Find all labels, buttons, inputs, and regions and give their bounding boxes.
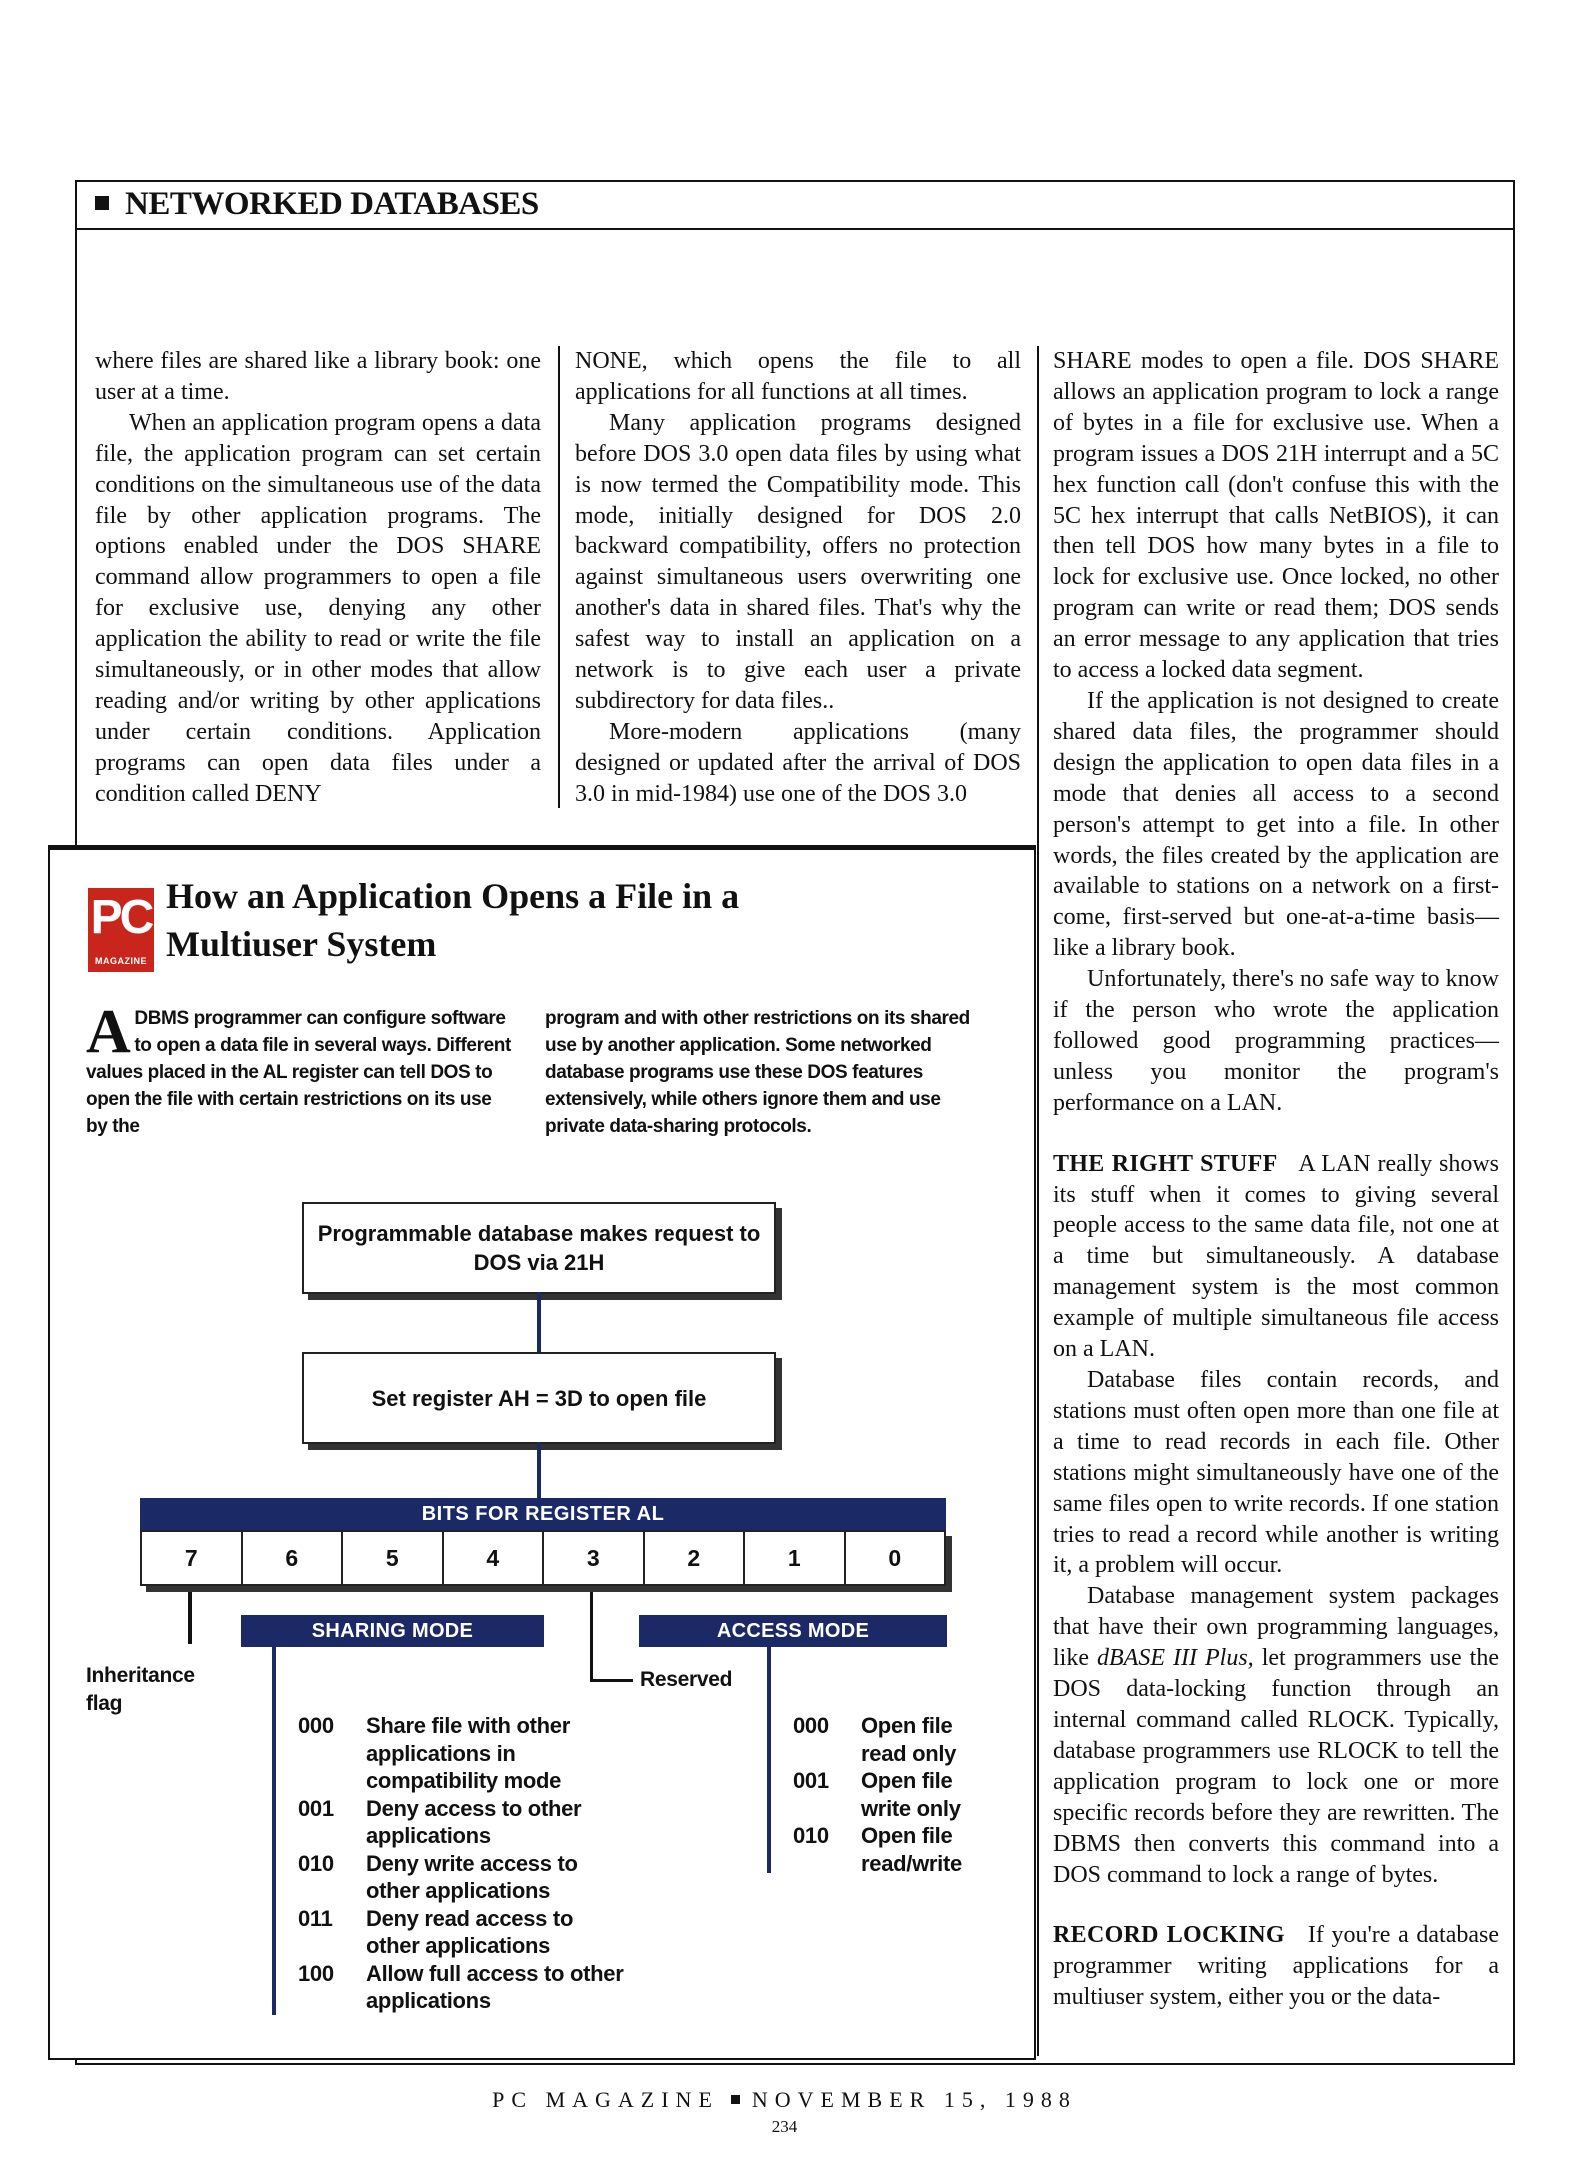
bit-cell: 3: [544, 1532, 645, 1584]
article-column-1: [95, 346, 541, 810]
flow-connector: [537, 1292, 541, 1352]
sharing-mode-line: [272, 1647, 276, 2015]
mode-desc: Allow full access to other applications: [366, 1960, 624, 2013]
mode-desc: Open file read only: [861, 1713, 957, 1766]
mode-code: 001: [793, 1768, 829, 1793]
article-column-3: [1053, 346, 1499, 2013]
bit-cell: 2: [645, 1532, 746, 1584]
list-item: [298, 1960, 628, 2015]
logo-text: PC: [90, 891, 152, 944]
page-footer: [0, 2087, 1569, 2113]
list-item: [793, 1767, 993, 1822]
inheritance-flag-label: Inheritance flag: [86, 1664, 195, 1715]
mode-code: 010: [298, 1850, 334, 1876]
sidebar-intro-left: [86, 998, 511, 1140]
list-item: [298, 1712, 628, 1795]
paragraph: SHARE modes to open a file. DOS SHARE allows an application program to lock a range of bytes in a file for exclusive use. When a program issues a DOS 21H interrupt and a 5C hex function call (don't confuse this with the 5C hex interrupt that calls NetBIOS), it can then tell DOS how many bytes in a file to lock for exclusive use. Once locked, no other program can write or read them; DOS sends an error message to any application that tries to access a locked data segment.: [1053, 348, 1499, 684]
flow-connector: [537, 1442, 541, 1498]
mode-code: 001: [298, 1795, 334, 1821]
mode-desc: Deny access to other applications: [366, 1795, 582, 1848]
drop-cap: A: [86, 998, 131, 1066]
section-header: [95, 186, 539, 223]
sidebar-title: How an Application Opens a File in a Multiuser System: [166, 876, 740, 964]
inheritance-connector: [188, 1592, 192, 1644]
bit-cell: 7: [142, 1532, 243, 1584]
mode-desc: Share file with other applications in compatibility mode: [366, 1713, 570, 1793]
paragraph: More-modern applications (many designed or updated after the arrival of DOS 3.0 in mid-1984) use one of the DOS 3.0: [575, 718, 1021, 807]
paragraph: When an application program opens a data file, the application program can set certain conditions on the simultaneous use of the data file by other application programs. The options enabled under the DOS SHARE command allow programmers to open a file for exclusive use, denying any other application the ability to read or write the file simultaneously, or in other modes that allow reading and/or writing by other applications under certain conditions. Application programs can open data files under a condition called DENY: [95, 409, 541, 807]
logo-subtext: MAGAZINE: [95, 956, 147, 966]
publication-name: PC MAGAZINE: [492, 2087, 719, 2112]
list-item: [793, 1712, 993, 1767]
paragraph-text: If you're a database programmer writing applications for a multiuser system, either you or the data-: [1053, 1922, 1499, 2011]
bit-cell: 0: [888, 1545, 902, 1571]
list-item: [298, 1905, 628, 1960]
mode-desc: Deny write access to other applications: [366, 1850, 578, 1903]
mode-desc: Open file write only: [861, 1768, 961, 1821]
flow-step-register-ah: Set register AH = 3D to open file: [302, 1352, 776, 1444]
paragraph: [1053, 1920, 1499, 2013]
bullet-square-icon: [95, 196, 109, 210]
product-name: dBASE III Plus,: [1097, 1645, 1254, 1672]
intro-text: DBMS programmer can configure software to open a data file in several ways. Different values placed in the AL register can tell DOS to open the file with certain restrictions on its use by the: [86, 1008, 511, 1137]
register-al-bits: [140, 1530, 946, 1586]
list-item: [793, 1822, 993, 1877]
mode-code: 000: [793, 1713, 829, 1738]
flow-step-request: Programmable database makes request to DOS via 21H: [302, 1202, 776, 1294]
list-item: [298, 1795, 628, 1850]
page-number: 234: [771, 2117, 798, 2136]
issue-date: NOVEMBER 15, 1988: [751, 2087, 1077, 2112]
section-title: NETWORKED DATABASES: [125, 186, 539, 222]
paragraph-text: A LAN really shows its stuff when it comes to giving several people access to the same data file, not one at a time but simultaneously. A database management system is the most common example of multiple simultaneous file access on a LAN.: [1053, 1150, 1500, 1363]
mode-code: 011: [298, 1905, 333, 1931]
article-column-2: [575, 346, 1021, 810]
mode-desc: Open file read/write: [861, 1823, 962, 1876]
mode-code: 100: [298, 1960, 334, 1986]
sidebar-intro-right: program and with other restrictions on its shared use by another application. Some networked database programs use these DOS features extensively, while others ignore them and use private data-sharing protocols.: [545, 1008, 970, 1137]
bit-cell: 5: [343, 1532, 444, 1584]
bits-header: BITS FOR REGISTER AL: [140, 1498, 946, 1530]
header-rule: [75, 228, 1515, 230]
sharing-mode-label: SHARING MODE: [241, 1615, 544, 1647]
bit-cell: 1: [745, 1532, 846, 1584]
access-mode-line: [767, 1647, 771, 1873]
mode-desc: Deny read access to other applications: [366, 1905, 574, 1958]
access-mode-list: [793, 1712, 993, 1877]
pc-magazine-logo: [88, 888, 154, 972]
bit-cell: 4: [444, 1532, 545, 1584]
paragraph: NONE, which opens the file to all applications for all functions at all times.: [575, 348, 1021, 405]
reserved-connector: [590, 1679, 633, 1682]
reserved-label: Reserved: [640, 1668, 733, 1691]
paragraph-text: Database management system packages that have their own programming languages, like: [1053, 1583, 1499, 1672]
mode-code: 000: [298, 1713, 334, 1738]
paragraph: [1053, 1149, 1499, 1365]
mode-code: 010: [793, 1823, 829, 1848]
column-divider: [1037, 346, 1039, 2056]
paragraph: Many application programs designed before DOS 3.0 open data files by using what is now termed the Compatibility mode. This mode, initially designed for DOS 2.0 backward compatibility, offers no protection against simultaneous users overwriting one another's data in shared files. That's why the safest way to install an application on a network is to give each user a private subdirectory for data files..: [575, 409, 1021, 714]
paragraph: where files are shared like a library book: one user at a time.: [95, 348, 541, 405]
run-in-heading: THE RIGHT STUFF: [1053, 1150, 1278, 1177]
bullet-square-icon: [731, 2095, 740, 2104]
paragraph: If the application is not designed to create shared data files, the programmer should design the application to open data files in a mode that denies all access to a second person's attempt to get into a file. In other words, the files created by the application are available to stations on a network on a first-come, first-served but one-at-a-time basis—like a library book.: [1053, 687, 1499, 962]
access-mode-label: ACCESS MODE: [639, 1615, 947, 1647]
column-divider: [558, 346, 560, 808]
paragraph: Unfortunately, there's no safe way to know if the person who wrote the application followed good programming practices—unless you monitor the program's performance on a LAN.: [1053, 966, 1499, 1116]
sharing-mode-list: [298, 1712, 628, 2015]
list-item: [298, 1850, 628, 1905]
reserved-connector: [590, 1592, 593, 1682]
run-in-heading: RECORD LOCKING: [1053, 1922, 1285, 1949]
paragraph: Database files contain records, and stations must often open more than one file at a time to read records in each file. Other stations might simultaneously have one of the same files open to write records. If one station tries to read a record while another is writing it, a problem will occur.: [1053, 1367, 1499, 1579]
bit-cell: 6: [243, 1532, 344, 1584]
paragraph: [1053, 1581, 1499, 1890]
paragraph-text: let programmers use the DOS data-locking function through an internal command called RLOCK. Typically, database programmers use RLOCK to tell the application program to lock one or more specific records before they are rewritten. The DBMS then converts this command into a DOS command to lock a range of bytes.: [1053, 1645, 1499, 1888]
